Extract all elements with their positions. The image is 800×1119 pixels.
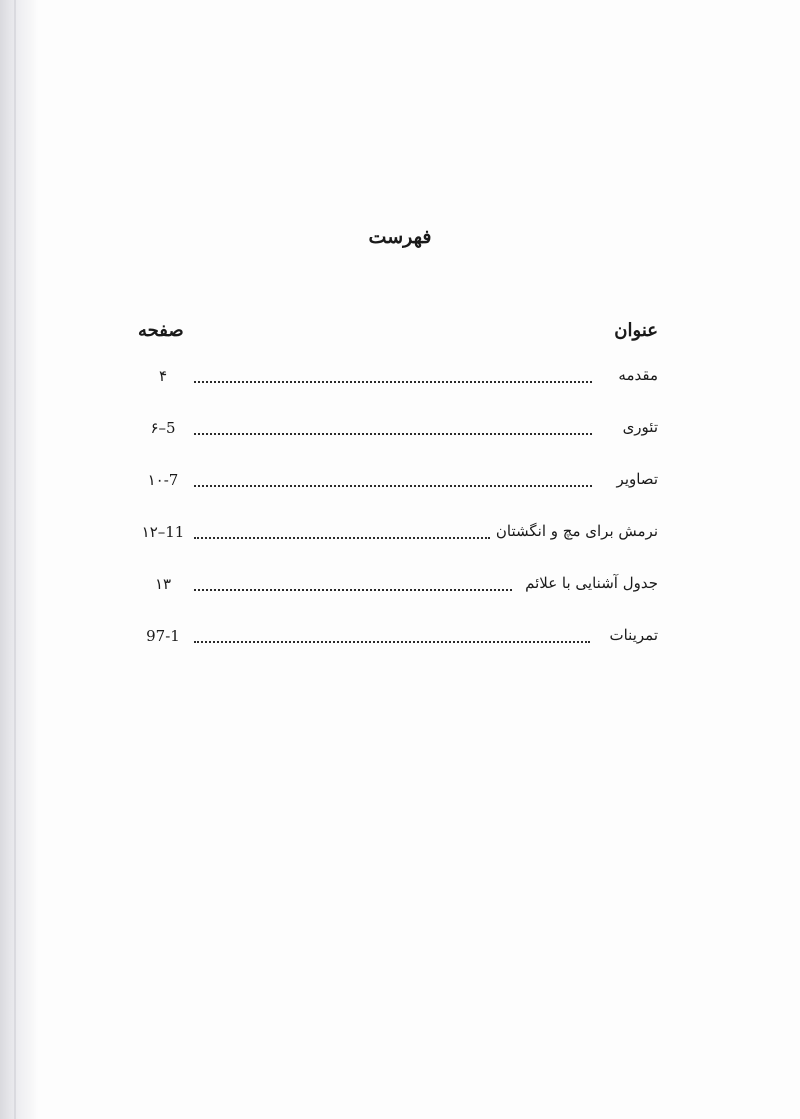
- toc-dot-leader: [194, 485, 592, 487]
- page-title: فهرست: [368, 226, 432, 248]
- toc-entry-title: تئوری: [622, 418, 658, 436]
- toc-entry-title: تصاویر: [616, 470, 658, 488]
- toc-dot-leader: [194, 641, 590, 643]
- toc-entry-page: ۱۳: [154, 575, 172, 593]
- toc-dot-leader: [194, 589, 512, 591]
- toc-entry: [140, 574, 658, 600]
- scan-edge-line: [14, 0, 16, 1119]
- toc-entry: [140, 522, 658, 548]
- scan-binding-edge: [0, 0, 38, 1119]
- toc-entry: [140, 626, 658, 652]
- toc-entry: [140, 366, 658, 392]
- toc-entry-title: تمرینات: [609, 626, 658, 644]
- toc-entry-page: ۴: [158, 367, 168, 385]
- toc-dot-leader: [194, 433, 592, 435]
- toc-entry-page: ۶–5: [150, 419, 176, 437]
- toc-entry: [140, 470, 658, 496]
- toc-entry-title: مقدمه: [618, 366, 658, 384]
- toc-entry-page: 97-1: [146, 627, 180, 645]
- toc-dot-leader: [194, 537, 490, 539]
- toc-header-row: [138, 320, 658, 350]
- toc-entry-title: نرمش برای مچ و انگشتان: [495, 522, 658, 540]
- toc-entry-page: ۱۲–11: [141, 523, 185, 541]
- toc-entry-page: ۱۰-7: [147, 471, 179, 489]
- toc-entry: [140, 418, 658, 444]
- toc-dot-leader: [194, 381, 592, 383]
- toc-entry-title: جدول آشنایی با علائم: [525, 574, 658, 592]
- toc-header-topic: عنوان: [614, 320, 658, 341]
- toc-header-page: صفحه: [138, 320, 184, 341]
